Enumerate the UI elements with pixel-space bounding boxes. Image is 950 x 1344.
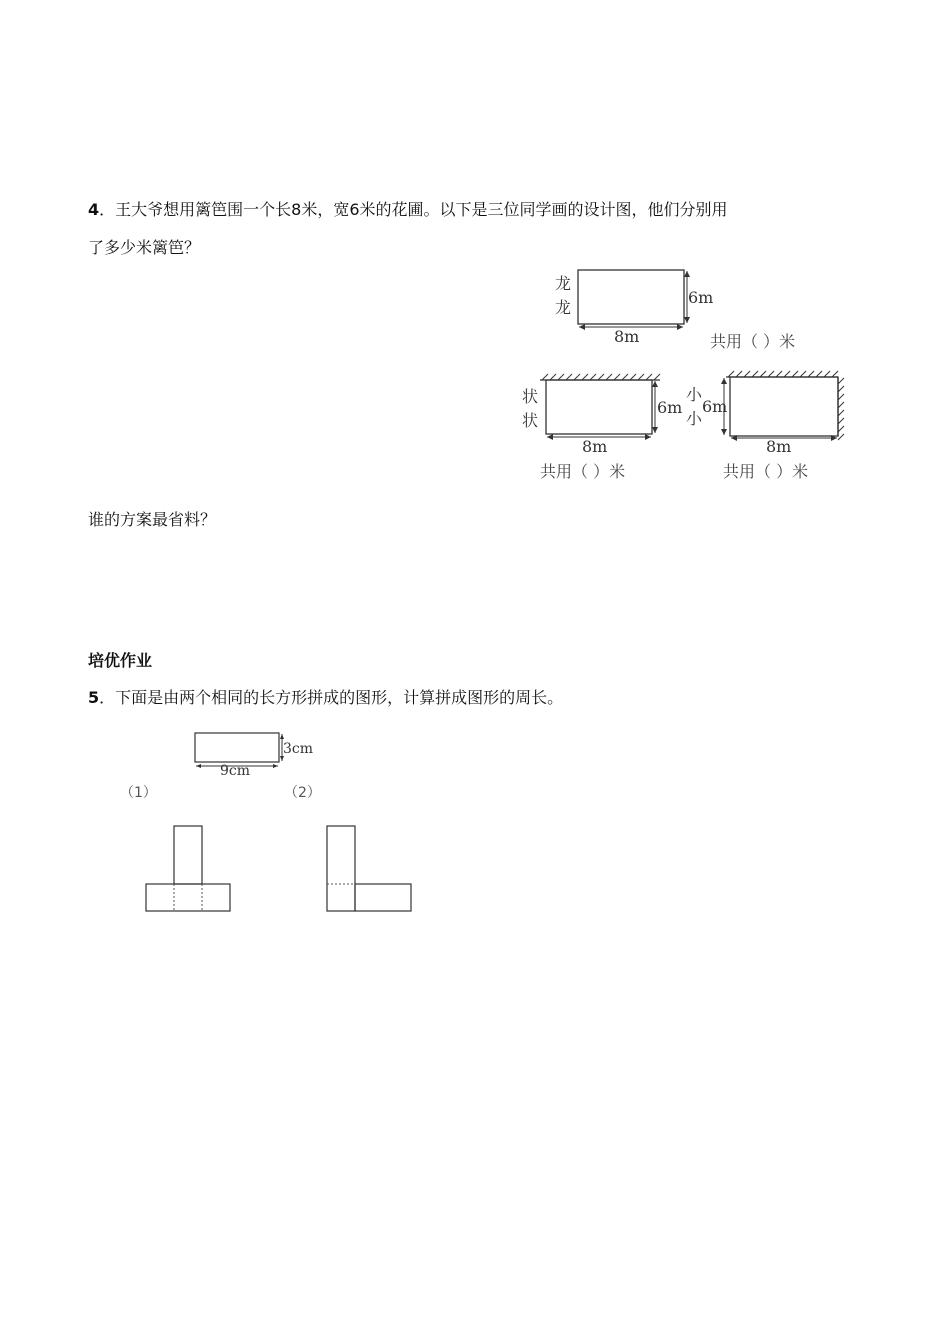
q4-question2: 谁的方案最省料？ (88, 510, 217, 529)
zhuang-name-bottom: 状 (522, 411, 539, 430)
long-answer: 共用（ ）米 (710, 332, 796, 351)
q5-number: 5 (88, 688, 100, 707)
q4-text-1: ．王大爷想用篱笆围一个长8米，宽6米的花圃。以下是三位同学画的设计图，他们分别用 (99, 200, 728, 219)
long-name-top: 龙 (555, 274, 572, 293)
zhuang-name-top: 状 (522, 387, 539, 406)
xiao-answer: 共用（ ）米 (723, 462, 809, 481)
q5-width-label: 9cm (220, 763, 251, 779)
q5-text: ．下面是由两个相同的长方形拼成的图形，计算拼成图形的周长。 (99, 688, 564, 707)
xiao-height-label: 6m (702, 397, 728, 416)
figure-2-l-shape (320, 820, 420, 920)
xiao-name-top: 小 (686, 385, 703, 404)
long-height-label: 6m (688, 288, 714, 307)
zhuang-height-label: 6m (657, 398, 683, 417)
diagram-zhuang (518, 370, 698, 485)
long-width-label: 8m (614, 327, 640, 346)
fig2-label: （2） (284, 785, 321, 801)
fig1-label: （1） (120, 785, 157, 801)
diagram-xiao (684, 366, 850, 485)
q4-line2: 了多少米篱笆？ (88, 238, 201, 257)
xiao-name-bottom: 小 (686, 409, 703, 428)
zhuang-width-label: 8m (582, 437, 608, 456)
q5-height-label: 3cm (283, 741, 314, 757)
section-title: 培优作业 (88, 651, 153, 670)
long-name-bottom: 龙 (555, 298, 572, 317)
q5-base-rectangle (186, 726, 326, 782)
q4-line1 (88, 200, 728, 220)
q4-number: 4 (88, 200, 100, 219)
diagram-long (548, 262, 848, 362)
zhuang-answer: 共用（ ）米 (540, 462, 626, 481)
q5-line (88, 688, 563, 708)
xiao-width-label: 8m (766, 437, 792, 456)
figure-1-t-shape (140, 820, 240, 920)
